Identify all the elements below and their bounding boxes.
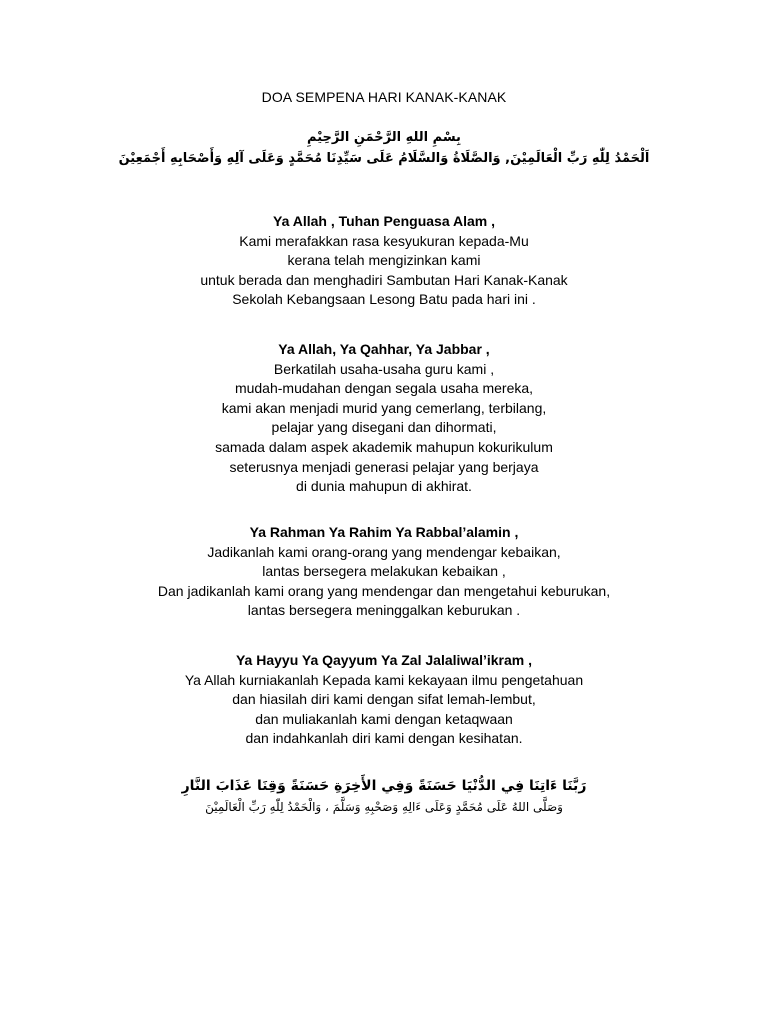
stanza-line: Kami merafakkan rasa kesyukuran kepada-Mu	[239, 232, 529, 249]
stanza-line: di dunia mahupun di akhirat.	[296, 478, 472, 495]
stanza-line: dan indahkanlah diri kami dengan kesihatan.	[245, 730, 523, 747]
stanza-heading: Ya Allah , Tuhan Penguasa Alam ,	[273, 213, 495, 229]
stanza-line: untuk berada dan menghadiri Sambutan Hari Kanak-Kanak	[200, 271, 568, 288]
stanza-line: Dan jadikanlah kami orang yang mendengar dan mengetahui keburukan,	[157, 582, 611, 599]
stanza-line: dan hiasilah diri kami dengan sifat lemah-lembut,	[232, 691, 536, 708]
stanza-line: kerana telah mengizinkan kami	[287, 252, 481, 269]
closing-salawat-line: وَصَلَّى اللهُ عَلَى مُحَمَّدٍ وَعَلَى ءَالِهِ وَصَحْبِهِ وَسَلَّمَ ، وَالْحَمْدُ لِلّٰهِ رَبِّ الْعَالَمِيْنَ	[205, 800, 563, 814]
stanza-line: pelajar yang disegani dan dihormati,	[271, 419, 497, 436]
stanza-line: dan muliakanlah kami dengan ketaqwaan	[255, 710, 513, 727]
stanza-heading: Ya Hayyu Ya Qayyum Ya Zal Jalaliwal’ikram ,	[235, 652, 532, 668]
closing-arabic-block	[0, 775, 768, 817]
stanza-2	[0, 340, 768, 497]
opening-arabic-block	[0, 128, 768, 170]
stanza-line: seterusnya menjadi generasi pelajar yang berjaya	[229, 458, 539, 475]
basmalah-line: بِسْمِ اللهِ الرَّحْمَنِ الرَّحِيْمِ	[307, 130, 461, 145]
stanza-3	[0, 523, 768, 621]
stanza-4	[0, 651, 768, 749]
stanza-heading: Ya Rahman Ya Rahim Ya Rabbal’alamin ,	[249, 524, 519, 540]
stanza-line: Sekolah Kebangsaan Lesong Batu pada hari ini .	[232, 291, 536, 308]
document-title: DOA SEMPENA HARI KANAK-KANAK	[261, 89, 507, 105]
opening-praise-line: اَلْحَمْدُ لِلّٰهِ رَبِّ الْعَالَمِيْنَ, وَالصَّلَاةُ وَالسَّلَامُ عَلَى سَيِّدِنَا مُحَمَّدٍ وَعَلَى آلِهِ وَأَصْحَابِهِ أَجْمَعِيْنَ	[118, 151, 650, 166]
stanza-1	[0, 212, 768, 310]
stanza-line: mudah-mudahan dengan segala usaha mereka,	[234, 380, 534, 397]
stanza-line: Ya Allah kurniakanlah Kepada kami kekayaan ilmu pengetahuan	[184, 671, 584, 688]
stanza-line: samada dalam aspek akademik mahupun kokurikulum	[215, 438, 553, 455]
stanza-line: lantas bersegera meninggalkan keburukan .	[247, 602, 521, 619]
stanza-line: Jadikanlah kami orang-orang yang mendengar kebaikan,	[207, 543, 561, 560]
closing-dua-line: رَبَّنَا ءَاتِنَا فِي الدُّنْيَا حَسَنَةً وَفِي الأَخِرَةِ حَسَنَةً وَقِنَا عَذَابَ النَّارِ	[181, 778, 587, 794]
stanza-line: kami akan menjadi murid yang cemerlang, terbilang,	[221, 399, 547, 416]
stanza-line: Berkatilah usaha-usaha guru kami ,	[273, 360, 495, 377]
stanza-line: lantas bersegera melakukan kebaikan ,	[262, 563, 506, 580]
stanza-heading: Ya Allah, Ya Qahhar, Ya Jabbar ,	[278, 341, 490, 357]
